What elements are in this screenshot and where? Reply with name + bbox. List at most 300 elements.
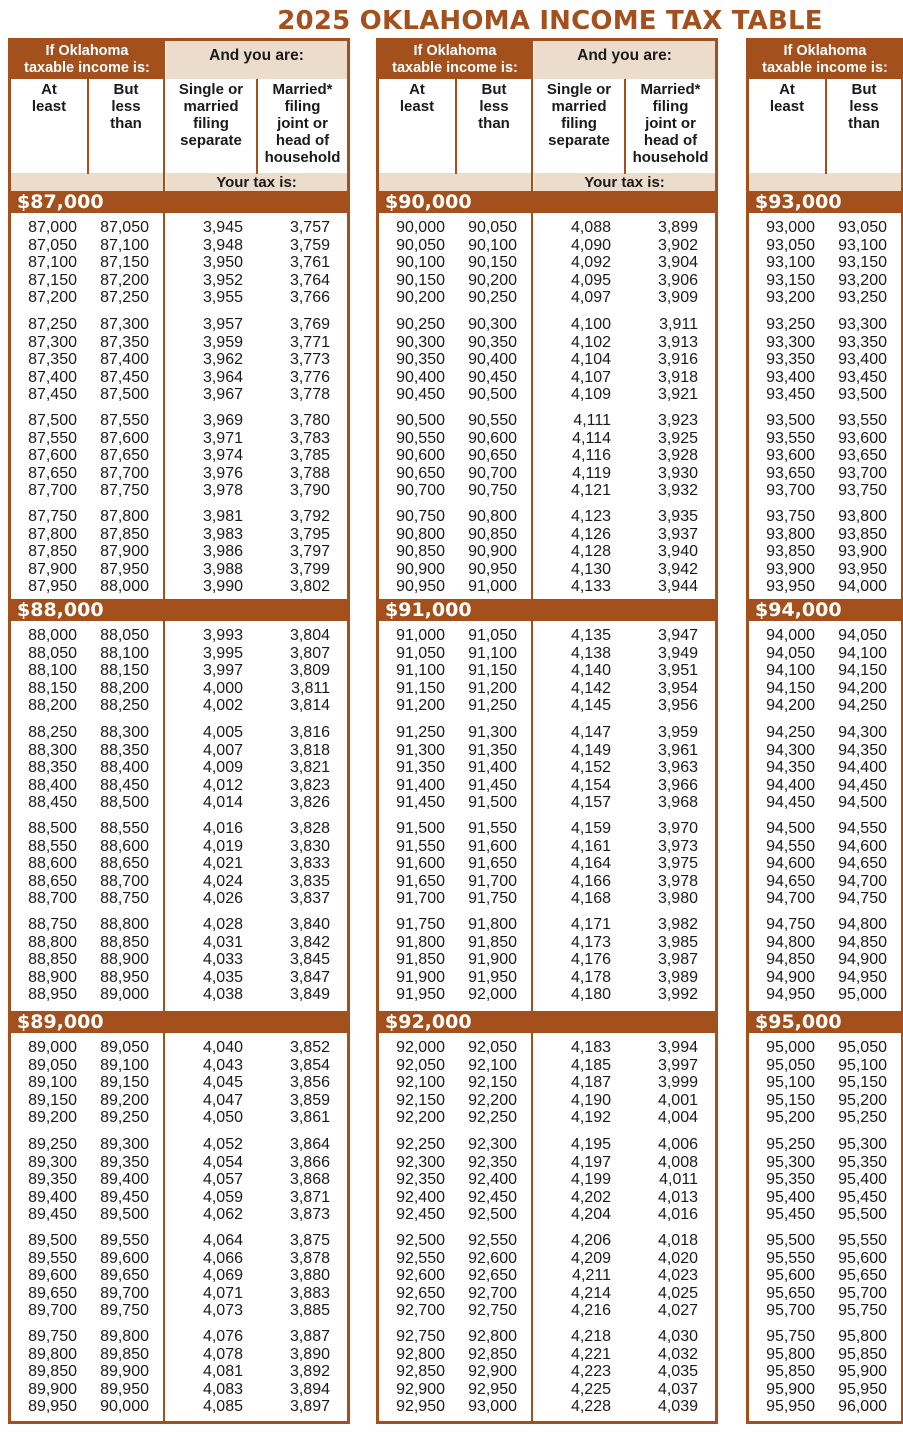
but-less-than-cell: 94,650 [838, 855, 887, 872]
table-row [11, 855, 347, 873]
but-less-than-cell: 94,950 [838, 968, 887, 986]
at-least-cell: 95,800 [766, 1345, 815, 1363]
but-less-than-cell: 93,300 [838, 316, 887, 333]
married-tax-cell: 4,011 [659, 1171, 698, 1188]
at-least-cell: 93,400 [766, 368, 815, 386]
table-row [11, 697, 347, 715]
at-least-cell: 89,900 [28, 1380, 77, 1398]
at-least-cell: 88,600 [28, 855, 77, 872]
table-row [11, 794, 347, 812]
table-row [749, 1206, 903, 1224]
but-less-than-cell: 91,900 [468, 951, 517, 968]
single-tax-cell: 4,031 [202, 933, 243, 951]
at-least-cell: 94,850 [766, 951, 815, 968]
married-tax-cell: 3,797 [289, 543, 330, 560]
single-tax-cell: 4,007 [202, 741, 243, 759]
row-group [11, 916, 347, 1004]
but-less-than-cell: 88,850 [100, 933, 149, 951]
at-least-cell: 91,000 [396, 627, 445, 644]
tax-panel [8, 38, 350, 1424]
at-least-cell: 87,100 [28, 254, 77, 271]
single-tax-cell: 3,976 [202, 464, 243, 482]
at-least-cell: 92,050 [396, 1056, 445, 1074]
table-row [749, 742, 903, 760]
row-group [379, 412, 715, 500]
but-less-than-cell: 89,300 [100, 1136, 149, 1153]
at-least-cell: 93,100 [766, 254, 815, 271]
table-row [11, 1206, 347, 1224]
but-less-than-cell: 94,100 [838, 644, 887, 662]
table-row [379, 1232, 715, 1250]
but-less-than-cell: 89,650 [100, 1267, 149, 1284]
single-tax-cell: 4,109 [570, 386, 611, 403]
but-less-than-cell: 89,200 [100, 1091, 149, 1109]
single-tax-cell: 3,950 [202, 254, 243, 271]
but-less-than-cell: 91,050 [468, 627, 517, 644]
and-you-are-header: And you are: [534, 41, 715, 79]
but-less-than-cell: 95,800 [838, 1328, 887, 1345]
but-less-than-cell: 94,150 [838, 662, 887, 679]
but-less-than-cell: 95,900 [838, 1363, 887, 1380]
married-tax-cell: 3,795 [289, 525, 330, 543]
single-tax-cell: 4,016 [202, 820, 243, 837]
married-tax-cell: 3,940 [657, 543, 698, 560]
at-least-cell: 93,050 [766, 236, 815, 254]
married-tax-cell: 3,854 [289, 1056, 330, 1074]
at-least-cell: 88,250 [28, 724, 77, 741]
married-tax-cell: 3,826 [289, 794, 330, 811]
but-less-than-cell: 91,950 [468, 968, 517, 986]
at-least-cell: 93,450 [766, 386, 815, 403]
but-less-than-cell: 94,200 [838, 679, 887, 697]
table-row [379, 465, 715, 483]
single-tax-cell: 4,138 [570, 644, 611, 662]
but-less-than-cell: 92,300 [468, 1136, 517, 1153]
column-header [379, 41, 715, 194]
but-less-than-cell: 93,100 [838, 236, 887, 254]
single-tax-cell: 3,990 [202, 578, 243, 595]
married-tax-cell: 3,909 [657, 289, 698, 306]
but-less-than-cell: 92,600 [468, 1249, 517, 1267]
table-row [11, 777, 347, 795]
but-less-than-cell: 88,250 [100, 697, 149, 714]
single-tax-cell: 3,962 [202, 351, 243, 368]
table-row [379, 627, 715, 645]
married-tax-cell: 4,035 [657, 1363, 698, 1380]
at-least-cell: 93,650 [766, 464, 815, 482]
but-less-than-cell: 95,600 [838, 1249, 887, 1267]
table-row [379, 794, 715, 812]
but-less-than-cell: 87,150 [100, 254, 149, 271]
single-tax-cell: 4,121 [570, 482, 611, 499]
single-tax-cell: 4,204 [570, 1206, 611, 1223]
but-less-than-cell: 92,100 [468, 1056, 517, 1074]
but-less-than-cell: 93,600 [838, 429, 887, 447]
married-tax-cell: 3,923 [657, 412, 698, 429]
at-least-cell: 88,950 [28, 986, 77, 1003]
but-less-than-cell: 88,700 [100, 872, 149, 890]
single-tax-cell: 4,047 [202, 1091, 243, 1109]
single-tax-cell: 3,959 [202, 333, 243, 351]
table-row [379, 1109, 715, 1127]
but-less-than-cell: 89,800 [100, 1328, 149, 1345]
table-row [379, 1057, 715, 1075]
table-row [11, 627, 347, 645]
table-row [11, 1154, 347, 1172]
but-less-than-cell: 89,250 [100, 1109, 149, 1126]
table-row [379, 237, 715, 255]
married-tax-cell: 3,871 [289, 1188, 330, 1206]
at-least-cell: 92,200 [396, 1109, 445, 1126]
married-tax-cell: 3,864 [289, 1136, 330, 1153]
married-tax-cell: 3,880 [289, 1267, 330, 1284]
thousand-band: $91,000 [379, 599, 715, 621]
single-tax-cell: 4,183 [570, 1039, 611, 1056]
at-least-cell: 89,050 [28, 1056, 77, 1074]
table-row [379, 412, 715, 430]
but-less-than-cell: 91,000 [468, 578, 517, 595]
row-group [749, 820, 903, 908]
table-row [749, 289, 903, 307]
but-less-than-cell: 87,650 [100, 447, 149, 464]
single-tax-cell: 4,145 [570, 697, 611, 714]
but-less-than-cell: 88,900 [100, 951, 149, 968]
table-row [379, 1171, 715, 1189]
but-less-than-cell: 93,200 [838, 271, 887, 289]
but-less-than-cell: 92,550 [468, 1232, 517, 1249]
single-tax-cell: 4,221 [570, 1345, 611, 1363]
at-least-cell: 94,300 [766, 741, 815, 759]
at-least-cell: 92,900 [396, 1380, 445, 1398]
but-less-than-cell: 87,900 [100, 543, 149, 560]
single-tax-cell: 4,111 [573, 412, 611, 429]
single-tax-cell: 4,135 [570, 627, 611, 644]
table-row [379, 1381, 715, 1399]
single-tax-cell: 4,159 [570, 820, 611, 837]
but-less-than-cell: 88,650 [100, 855, 149, 872]
but-less-than-cell: 89,350 [100, 1153, 149, 1171]
but-less-than-cell: 95,700 [838, 1284, 887, 1302]
at-least-cell: 87,050 [28, 236, 77, 254]
at-least-cell: 87,750 [28, 508, 77, 525]
table-row [749, 794, 903, 812]
at-least-cell: 95,300 [766, 1153, 815, 1171]
at-least-cell: 91,800 [396, 933, 445, 951]
table-row [11, 369, 347, 387]
single-tax-cell: 4,038 [202, 986, 243, 1003]
but-less-than-cell: 93,050 [838, 219, 887, 236]
table-row [11, 820, 347, 838]
at-least-cell: 92,700 [396, 1302, 445, 1319]
at-least-cell: 95,400 [766, 1188, 815, 1206]
married-tax-cell: 3,992 [657, 986, 698, 1003]
at-least-cell: 89,950 [28, 1398, 77, 1415]
at-least-cell: 87,550 [28, 429, 77, 447]
at-least-cell: 95,700 [766, 1302, 815, 1319]
row-group [11, 316, 347, 404]
single-tax-cell: 4,026 [202, 890, 243, 907]
table-row [11, 724, 347, 742]
at-least-header: At least [31, 81, 67, 115]
row-group [11, 508, 347, 596]
table-row [749, 934, 903, 952]
married-tax-cell: 4,039 [657, 1398, 698, 1415]
at-least-cell: 95,250 [766, 1136, 815, 1153]
table-row [379, 482, 715, 500]
at-least-cell: 93,350 [766, 351, 815, 368]
table-row [379, 430, 715, 448]
but-less-than-cell: 95,850 [838, 1345, 887, 1363]
but-less-than-cell: 93,500 [838, 386, 887, 403]
row-group [749, 508, 903, 596]
at-least-cell: 88,650 [28, 872, 77, 890]
but-less-than-cell: 89,750 [100, 1302, 149, 1319]
married-tax-cell: 3,999 [657, 1074, 698, 1091]
at-least-cell: 87,400 [28, 368, 77, 386]
single-tax-cell: 4,130 [570, 560, 611, 578]
at-least-cell: 92,100 [396, 1074, 445, 1091]
at-least-cell: 87,950 [28, 578, 77, 595]
married-tax-cell: 3,980 [657, 890, 698, 907]
single-tax-cell: 4,214 [570, 1284, 611, 1302]
table-row [379, 820, 715, 838]
table-row [379, 916, 715, 934]
table-row [749, 482, 903, 500]
at-least-cell: 95,200 [766, 1109, 815, 1126]
at-least-cell: 92,400 [396, 1188, 445, 1206]
married-tax-cell: 4,025 [657, 1284, 698, 1302]
at-least-cell: 93,700 [766, 482, 815, 499]
table-row [379, 934, 715, 952]
at-least-cell: 92,850 [396, 1363, 445, 1380]
married-tax-cell: 3,978 [657, 872, 698, 890]
married-tax-cell: 3,997 [657, 1056, 698, 1074]
at-least-cell: 92,950 [396, 1398, 445, 1415]
table-row [749, 855, 903, 873]
but-less-than-cell: 89,900 [100, 1363, 149, 1380]
single-tax-cell: 4,002 [202, 697, 243, 714]
column-divider [825, 79, 827, 174]
but-less-than-cell: 90,950 [468, 560, 517, 578]
single-tax-cell: 4,054 [202, 1153, 243, 1171]
married-tax-cell: 3,788 [289, 464, 330, 482]
single-tax-cell: 4,123 [570, 508, 611, 525]
table-row [379, 272, 715, 290]
single-tax-cell: 3,955 [202, 289, 243, 306]
at-least-cell: 89,200 [28, 1109, 77, 1126]
single-tax-cell: 4,071 [202, 1284, 243, 1302]
at-least-cell: 90,950 [396, 578, 445, 595]
single-tax-cell: 3,988 [202, 560, 243, 578]
married-tax-cell: 3,785 [289, 447, 330, 464]
at-least-cell: 87,800 [28, 525, 77, 543]
at-least-cell: 91,400 [396, 776, 445, 794]
row-group [11, 219, 347, 307]
but-less-than-cell: 92,050 [468, 1039, 517, 1056]
at-least-cell: 89,500 [28, 1232, 77, 1249]
at-least-cell: 90,250 [396, 316, 445, 333]
but-less-than-cell: 91,800 [468, 916, 517, 933]
but-less-than-cell: 89,850 [100, 1345, 149, 1363]
but-less-than-header: But less than [848, 81, 880, 132]
single-tax-cell: 4,005 [202, 724, 243, 741]
married-tax-cell: 4,032 [657, 1345, 698, 1363]
but-less-than-cell: 94,700 [838, 872, 887, 890]
at-least-cell: 94,250 [766, 724, 815, 741]
married-tax-cell: 4,037 [657, 1380, 698, 1398]
at-least-cell: 94,100 [766, 662, 815, 679]
at-least-cell: 90,500 [396, 412, 445, 429]
table-row [11, 219, 347, 237]
table-row [379, 447, 715, 465]
table-row [749, 820, 903, 838]
at-least-cell: 88,150 [28, 679, 77, 697]
married-tax-cell: 3,830 [289, 837, 330, 855]
at-least-cell: 92,450 [396, 1206, 445, 1223]
at-least-cell: 93,900 [766, 560, 815, 578]
single-tax-cell: 4,223 [570, 1363, 611, 1380]
table-row [11, 1398, 347, 1416]
table-row [11, 316, 347, 334]
but-less-than-cell: 92,000 [468, 986, 517, 1003]
single-tax-cell: 4,149 [570, 741, 611, 759]
but-less-than-cell: 95,750 [838, 1302, 887, 1319]
but-less-than-cell: 95,050 [838, 1039, 887, 1056]
thousand-band: $90,000 [379, 191, 715, 213]
at-least-cell: 88,550 [28, 837, 77, 855]
table-row [749, 627, 903, 645]
but-less-than-cell: 96,000 [838, 1398, 887, 1415]
row-group [749, 724, 903, 812]
table-row [11, 543, 347, 561]
at-least-cell: 89,000 [28, 1039, 77, 1056]
at-least-cell: 95,900 [766, 1380, 815, 1398]
married-tax-cell: 3,883 [289, 1284, 330, 1302]
but-less-than-cell: 91,100 [468, 644, 517, 662]
married-tax-cell: 3,821 [289, 759, 330, 776]
single-tax-cell: 4,128 [570, 543, 611, 560]
but-less-than-cell: 90,850 [468, 525, 517, 543]
but-less-than-cell: 91,150 [468, 662, 517, 679]
but-less-than-cell: 94,250 [838, 697, 887, 714]
table-row [379, 1074, 715, 1092]
at-least-cell: 88,450 [28, 794, 77, 811]
table-row [379, 526, 715, 544]
at-least-cell: 90,550 [396, 429, 445, 447]
single-tax-cell: 4,126 [570, 525, 611, 543]
at-least-cell: 94,150 [766, 679, 815, 697]
table-row [749, 1189, 903, 1207]
married-tax-cell: 3,973 [657, 837, 698, 855]
but-less-than-cell: 88,300 [100, 724, 149, 741]
single-tax-cell: 4,083 [202, 1380, 243, 1398]
at-least-cell: 90,750 [396, 508, 445, 525]
at-least-cell: 90,850 [396, 543, 445, 560]
thousand-band: $93,000 [749, 191, 903, 213]
at-least-cell: 87,850 [28, 543, 77, 560]
at-least-cell: 87,650 [28, 464, 77, 482]
but-less-than-cell: 92,750 [468, 1302, 517, 1319]
table-row [749, 1232, 903, 1250]
table-row [749, 543, 903, 561]
single-tax-cell: 4,228 [570, 1398, 611, 1415]
table-row [749, 1039, 903, 1057]
table-row [379, 645, 715, 663]
at-least-cell: 92,750 [396, 1328, 445, 1345]
single-tax-cell: 4,059 [202, 1188, 243, 1206]
but-less-than-cell: 94,350 [838, 741, 887, 759]
table-row [379, 578, 715, 596]
single-tax-cell: 4,119 [572, 464, 611, 482]
married-tax-cell: 3,766 [289, 289, 330, 306]
but-less-than-cell: 90,550 [468, 412, 517, 429]
at-least-cell: 95,100 [766, 1074, 815, 1091]
at-least-cell: 93,300 [766, 333, 815, 351]
but-less-than-cell: 88,200 [100, 679, 149, 697]
married-tax-cell: 3,861 [289, 1109, 330, 1126]
married-tax-cell: 3,961 [657, 741, 698, 759]
at-least-cell: 94,400 [766, 776, 815, 794]
but-less-than-cell: 92,500 [468, 1206, 517, 1223]
column-header [749, 41, 903, 194]
but-less-than-cell: 89,400 [100, 1171, 149, 1188]
at-least-cell: 87,500 [28, 412, 77, 429]
row-group [11, 1328, 347, 1416]
at-least-cell: 90,150 [396, 271, 445, 289]
at-least-cell: 89,700 [28, 1302, 77, 1319]
married-tax-cell: 3,885 [289, 1302, 330, 1319]
married-tax-cell: 3,757 [289, 219, 330, 236]
taxable-income-header: If Oklahoma taxable income is: [11, 41, 163, 79]
row-group [749, 1328, 903, 1416]
but-less-than-cell: 93,550 [838, 412, 887, 429]
married-tax-cell: 3,856 [289, 1074, 330, 1091]
married-tax-cell: 3,837 [289, 890, 330, 907]
at-least-cell: 91,250 [396, 724, 445, 741]
single-tax-cell: 4,190 [570, 1091, 611, 1109]
but-less-than-cell: 95,150 [838, 1074, 887, 1091]
at-least-cell: 89,100 [28, 1074, 77, 1091]
single-tax-cell: 4,085 [202, 1398, 243, 1415]
at-least-cell: 91,750 [396, 916, 445, 933]
but-less-than-cell: 92,150 [468, 1074, 517, 1091]
table-row [11, 508, 347, 526]
single-tax-cell: 4,100 [570, 316, 611, 333]
married-tax-cell: 4,027 [657, 1302, 698, 1319]
table-row [749, 838, 903, 856]
at-least-cell: 91,500 [396, 820, 445, 837]
at-least-cell: 88,750 [28, 916, 77, 933]
table-row [749, 369, 903, 387]
table-row [11, 1057, 347, 1075]
tax-panel [746, 38, 903, 1424]
but-less-than-cell: 91,300 [468, 724, 517, 741]
but-less-than-cell: 91,250 [468, 697, 517, 714]
at-least-cell: 91,350 [396, 759, 445, 776]
table-row [379, 1189, 715, 1207]
married-tax-cell: 3,842 [289, 933, 330, 951]
single-tax-cell: 3,964 [202, 368, 243, 386]
married-header: Married* filing joint or head of household [264, 81, 341, 166]
at-least-cell: 87,300 [28, 333, 77, 351]
single-tax-cell: 4,178 [570, 968, 611, 986]
but-less-than-cell: 95,200 [838, 1091, 887, 1109]
column-divider [256, 79, 258, 174]
table-row [749, 1136, 903, 1154]
but-less-than-cell: 93,850 [838, 525, 887, 543]
married-tax-cell: 3,776 [289, 368, 330, 386]
table-row [11, 526, 347, 544]
